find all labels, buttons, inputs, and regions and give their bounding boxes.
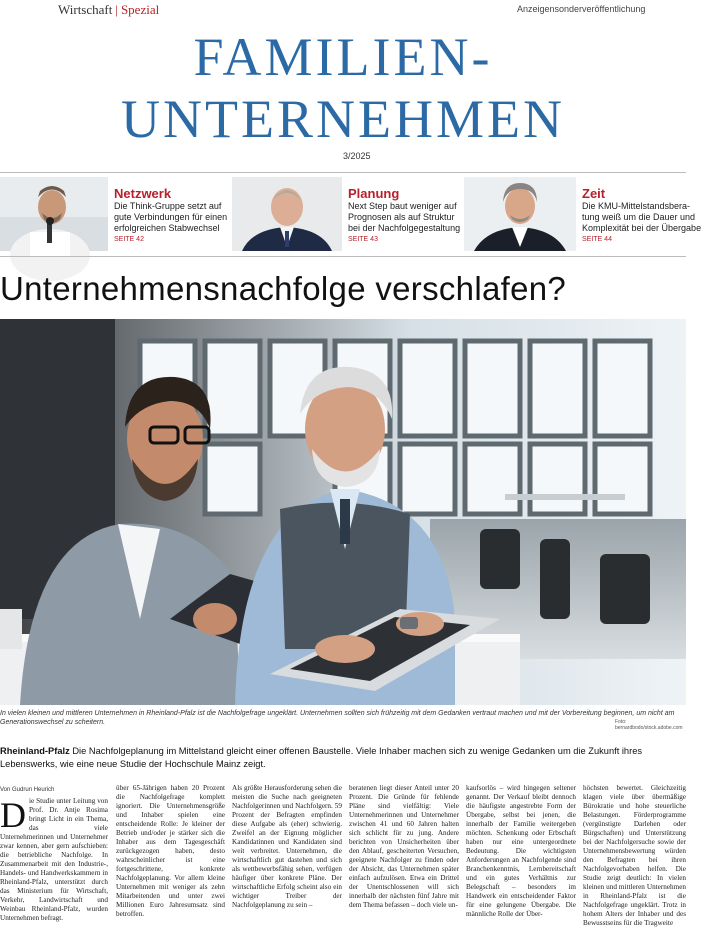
section-name: Wirtschaft [58,2,113,17]
teaser-text-line: bei der Nachfolgegestaltung [348,223,461,233]
article-column [116,784,225,918]
photo-caption: In vielen kleinen und mittleren Unternehmen in Rheinland-Pfalz ist die Nachfolgefrage ungeklärt. Unternehmen sollten sich frühzeitig mit dem Gedanken vertraut machen und mit der Vorbereitung beginnen, um nicht am Generationswechsel zu scheitern. [0,710,675,726]
teaser-text-line: erfolgreichen Stabwechsel [114,223,220,233]
column-text: beratenen liegt dieser Anteil unter 20 Prozent. Die Gründe für fehlende Pläne sind vielfältig: Viele Unternehmerinnen und Unternehmer zwischen 41 und 60 Jahren halten sich schlicht für zu jung. Andere berichten von Unsicherheiten über den Ablauf, gescheiterten Versuchen, geeignete Nachfolger zu finden oder der Absicht, das Unternehmen später einfach aufzulösen. Etwa ein Drittel der Unentschlossenen will sich innerhalb der nächsten fünf Jahre mit dem Thema befassen – doch viele un- [349,784,459,909]
article-lead [0,745,686,771]
masthead-line-2: UNTERNEHMEN [121,89,565,149]
column-text: über 65-Jährigen haben 20 Prozent die Nachfolgefrage komplett ignoriert. Die Unternehmensgröße und Inhaber spielen eine entscheidende Rolle: Je kleiner der Betrieb und/oder je stärker sich die Inhaber aus dem Tagesgeschäft zurückgezogen haben, desto wahrscheinlicher ist eine fortgeschrittene, konkrete Nachfolgeplanung. Vor allem kleine Unternehmen mit weniger als zehn Mitarbeitenden und unter zwei Millionen Euro Jahresumsatz sind betroffen. [116,784,225,918]
issue-number: 3/2025 [343,151,371,161]
teaser-text-line: Next Step baut weniger auf [348,201,457,211]
teaser-text [582,201,701,234]
article-column [232,784,342,915]
teaser-text-line: Die KMU-Mittelstandsbera- [582,201,691,211]
column-text: ie Studie unter Leitung von Prof. Dr. Antje Rosima bringt Licht in ein Thema, das viele Unternehmerinnen und Unternehmer zwar kennen, aber gern aufschieben: die betriebliche Nachfolge. In Zusammenarbeit mit den Industrie-, Handels- und Handwerkskammern in Rheinland-Pfalz, unterstützt durch das Ministerium für Wirtschaft, Verkehr, Landwirtschaft und Weinbau Rheinland-Pfalz, wurden Unternehmen befragt. [0,797,108,922]
photo-credit: Foto: bernardbodo/stock.adobe.com [615,719,683,731]
teaser-photo-zeit [464,177,576,251]
column-text: Als größte Herausforderung sehen die meisten die Suche nach geeigneten Nachfolgerinnen und Nachfolgern. 59 Prozent der Befragten empfinden diese Aufgabe als (eher) schwierig. Zweifel an der Eignung möglicher Kandidatinnen und Kandidaten sind weit verbreitet. Unternehmen, die wirtschaftlich gut dastehen und sich als wettbewerbsfähig sehen, verfügen häufiger über konkrete Pläne. Der wirtschaftliche Erfolg scheint also ein wichtiger Treiber der Nachfolgeplanung zu sein – [232,784,342,909]
divider [0,256,686,257]
teaser-photo-netzwerk [0,177,108,251]
article-headline: Unternehmensnachfolge verschlafen? [0,270,567,307]
dropcap: D [0,795,26,835]
section-separator: | [115,2,118,17]
column-text: höchsten bewertet. Gleichzeitig klagen viele über übermäßige Bürokratie und hohe steuerliche Belastungen. Förderprogramme (vergünstigte Darlehen oder Bürgschaften) und Unterstützung bei der Nachfolgersuche sowie der Unternehmensbewertung würden den Befragten bei ihren Nachfolgevorhaben helfen. Die Studie zeigt deutlich: In vielen kleinen und mittleren Unternehmen in Rheinland-Pfalz ist die Nachfolgefrage ungeklärt. Trotz in hohem Alters der Inhaber und des Bewusstseins für die Tragweite [583,784,686,927]
teaser-text-line: Prognosen als auf Struktur [348,212,455,222]
article-column [466,784,576,918]
lead-place: Rheinland-Pfalz [0,746,70,756]
teaser-page[interactable]: SEITE 44 [582,236,612,243]
teaser-photo-planung [232,177,342,251]
teaser-text [348,201,460,234]
teaser-heading[interactable]: Planung [348,186,400,201]
article-column [583,784,686,927]
byline: Von Gudrun Heurich [0,787,55,793]
teaser-heading[interactable]: Netzwerk [114,186,172,201]
teaser-page[interactable]: SEITE 43 [348,236,378,243]
section-label [58,2,159,18]
teaser-text-line: Komplexität bei der Übergabe [582,223,701,233]
column-text: kaufsorlös – wird hingegen seltener genannt. Der Verkauf bleibt dennoch die häufigste angestrebte Form der Übergabe, selbst bei jenen, die innerhalb der Familie weitergeben möchten. Schenkung oder Erbschaft haben nur eine untergeordnete Bedeutung. Die wichtigsten Anforderungen an Nachfolgende sind Branchenkenntnis, Lernbereitschaft und ein gutes Verhältnis zur Belegschaft – besonders im Handwerk ein entscheidender Faktor für eine gelungene Übergabe. Die männliche Rolle der Über- [466,784,576,918]
article-column [0,795,108,922]
article-column [349,784,459,915]
special-label: Spezial [120,2,160,17]
teaser-page[interactable]: SEITE 42 [114,236,144,243]
divider [0,172,686,173]
teaser-text-line: gute Verbindungen für einen [114,212,228,222]
teaser-text [114,201,227,234]
masthead-line-1: FAMILIEN- [193,27,493,87]
lead-text: Die Nachfolgeplanung im Mittelstand gleicht einer offenen Baustelle. Viele Inhaber machen sich zu wenige Gedanken um die Zukunft ihres Lebenswerks, wie eine neue Studie der Hochschule Mainz zeigt. [0,746,643,769]
teaser-text-line: tung weiß um die Dauer und [582,212,696,222]
teaser-heading[interactable]: Zeit [582,186,606,201]
teaser-text-line: Die Think-Gruppe setzt auf [114,201,222,211]
advertorial-notice: Anzeigensonderveröffentlichung [517,4,646,14]
article-photo [0,319,686,705]
